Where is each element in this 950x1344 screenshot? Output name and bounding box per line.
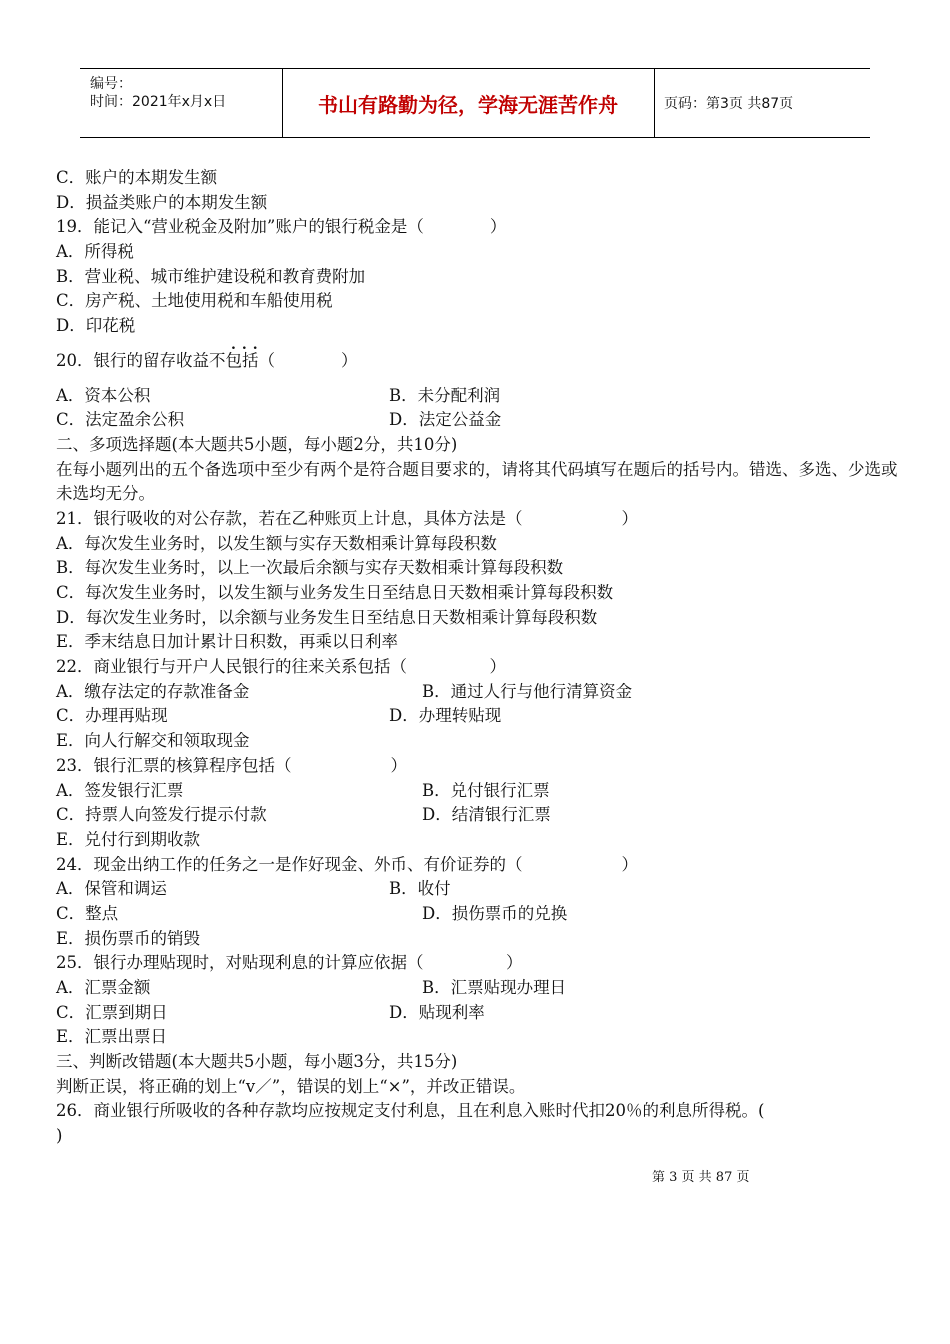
header-meta	[80, 69, 283, 137]
date-label: 时间：2021年x月x日	[90, 94, 227, 110]
emphasis-dots: ...	[231, 336, 264, 353]
option-line: D．每次发生业务时，以余额与业务发生日至结息日天数相乘计算每段积数	[56, 607, 598, 627]
header-page-info	[654, 69, 870, 137]
option-row	[56, 877, 906, 902]
question-20-text: 20．银行的留存收益不包括（ ）	[56, 350, 358, 370]
option-c: C．汇票到期日	[56, 1002, 168, 1022]
question-22: 22．商业银行与开户人民银行的往来关系包括（ ）	[56, 657, 506, 677]
section-3-instructions: 判断正误，将正确的划上“v／”，错误的划上“×”，并改正错误。	[56, 1076, 526, 1096]
option-row	[56, 976, 906, 1001]
option-row	[56, 704, 906, 729]
question-26-close: )	[56, 1126, 63, 1146]
option-line: C．房产税、土地使用税和车船使用税	[56, 291, 333, 311]
page-info-text: 页码：第3页 共87页	[664, 96, 794, 112]
number-label: 编号：	[90, 76, 132, 92]
question-26: 26．商业银行所吸收的各种存款均应按规定支付利息，且在利息入账时代扣20％的利息所得税。(	[56, 1101, 765, 1121]
option-line: A．所得税	[56, 242, 134, 262]
option-a: A．保管和调运	[56, 879, 167, 899]
option-a: A．签发银行汇票	[56, 780, 184, 800]
option-line: E．损伤票币的销毁	[56, 928, 201, 948]
option-c: C．整点	[56, 903, 119, 923]
option-line: D．印花税	[56, 316, 136, 336]
option-b: B．通过人行与他行清算资金	[422, 681, 633, 701]
option-row	[56, 803, 906, 828]
option-row	[56, 408, 906, 433]
option-line: C．账户的本期发生额	[56, 168, 218, 187]
section-2-heading: 二、多项选择题(本大题共5小题，每小题2分，共10分)	[56, 434, 458, 454]
question-19: 19．能记入“营业税金及附加”账户的银行税金是（ ）	[56, 217, 507, 237]
option-a: A．资本公积	[56, 385, 151, 405]
option-a: A．缴存法定的存款准备金	[56, 681, 250, 701]
option-line: B．每次发生业务时，以上一次最后余额与实存天数相乘计算每段积数	[56, 558, 564, 578]
section-3-heading: 三、判断改错题(本大题共5小题，每小题3分，共15分)	[56, 1052, 458, 1072]
section-2-instructions: 在每小题列出的五个备选项中至少有两个是符合题目要求的，请将其代码填写在题后的括号内。错选、多选、少选或未选均无分。	[56, 459, 898, 504]
option-row	[56, 902, 906, 927]
question-25: 25．银行办理贴现时，对贴现利息的计算应依据（ ）	[56, 953, 523, 973]
option-c: C．办理再贴现	[56, 706, 168, 726]
option-b: B．未分配利润	[389, 385, 501, 405]
option-c: C．法定盈余公积	[56, 410, 185, 430]
option-line: A．每次发生业务时，以发生额与实存天数相乘计算每段积数	[56, 533, 497, 553]
option-b: B．汇票贴现办理日	[422, 978, 567, 998]
page-header	[80, 68, 870, 138]
option-d: D．损伤票币的兑换	[422, 903, 568, 923]
option-b: B．兑付银行汇票	[422, 780, 550, 800]
option-row	[56, 779, 906, 804]
option-row	[56, 384, 906, 409]
option-line: E．汇票出票日	[56, 1027, 168, 1047]
question-24: 24．现金出纳工作的任务之一是作好现金、外币、有价证券的（ ）	[56, 854, 638, 874]
option-d: D．贴现利率	[389, 1002, 485, 1022]
option-line: D．损益类账户的本期发生额	[56, 192, 268, 212]
option-d: D．结清银行汇票	[422, 805, 551, 825]
option-line: C．每次发生业务时，以发生额与业务发生日至结息日天数相乘计算每段积数	[56, 583, 614, 603]
page-footer: 第 3 页 共 87 页	[652, 1170, 750, 1185]
option-a: A．汇票金额	[56, 978, 151, 998]
option-line: B．营业税、城市维护建设税和教育费附加	[56, 266, 366, 286]
option-b: B．收付	[389, 879, 451, 899]
option-line: E．向人行解交和领取现金	[56, 731, 250, 751]
option-line: E．季末结息日加计累计日积数，再乘以日利率	[56, 632, 399, 652]
document-body	[56, 166, 906, 1149]
option-row	[56, 680, 906, 705]
question-20	[56, 336, 906, 374]
option-d: D．办理转贴现	[389, 706, 502, 726]
option-d: D．法定公益金	[389, 410, 502, 430]
question-21: 21．银行吸收的对公存款，若在乙种账页上计息，具体方法是（ ）	[56, 508, 638, 528]
question-23: 23．银行汇票的核算程序包括（ ）	[56, 755, 407, 775]
header-motto: 书山有路勤为径，学海无涯苦作舟	[282, 69, 655, 137]
option-c: C．持票人向签发行提示付款	[56, 805, 267, 825]
option-row	[56, 1001, 906, 1026]
option-line: E．兑付行到期收款	[56, 829, 201, 849]
